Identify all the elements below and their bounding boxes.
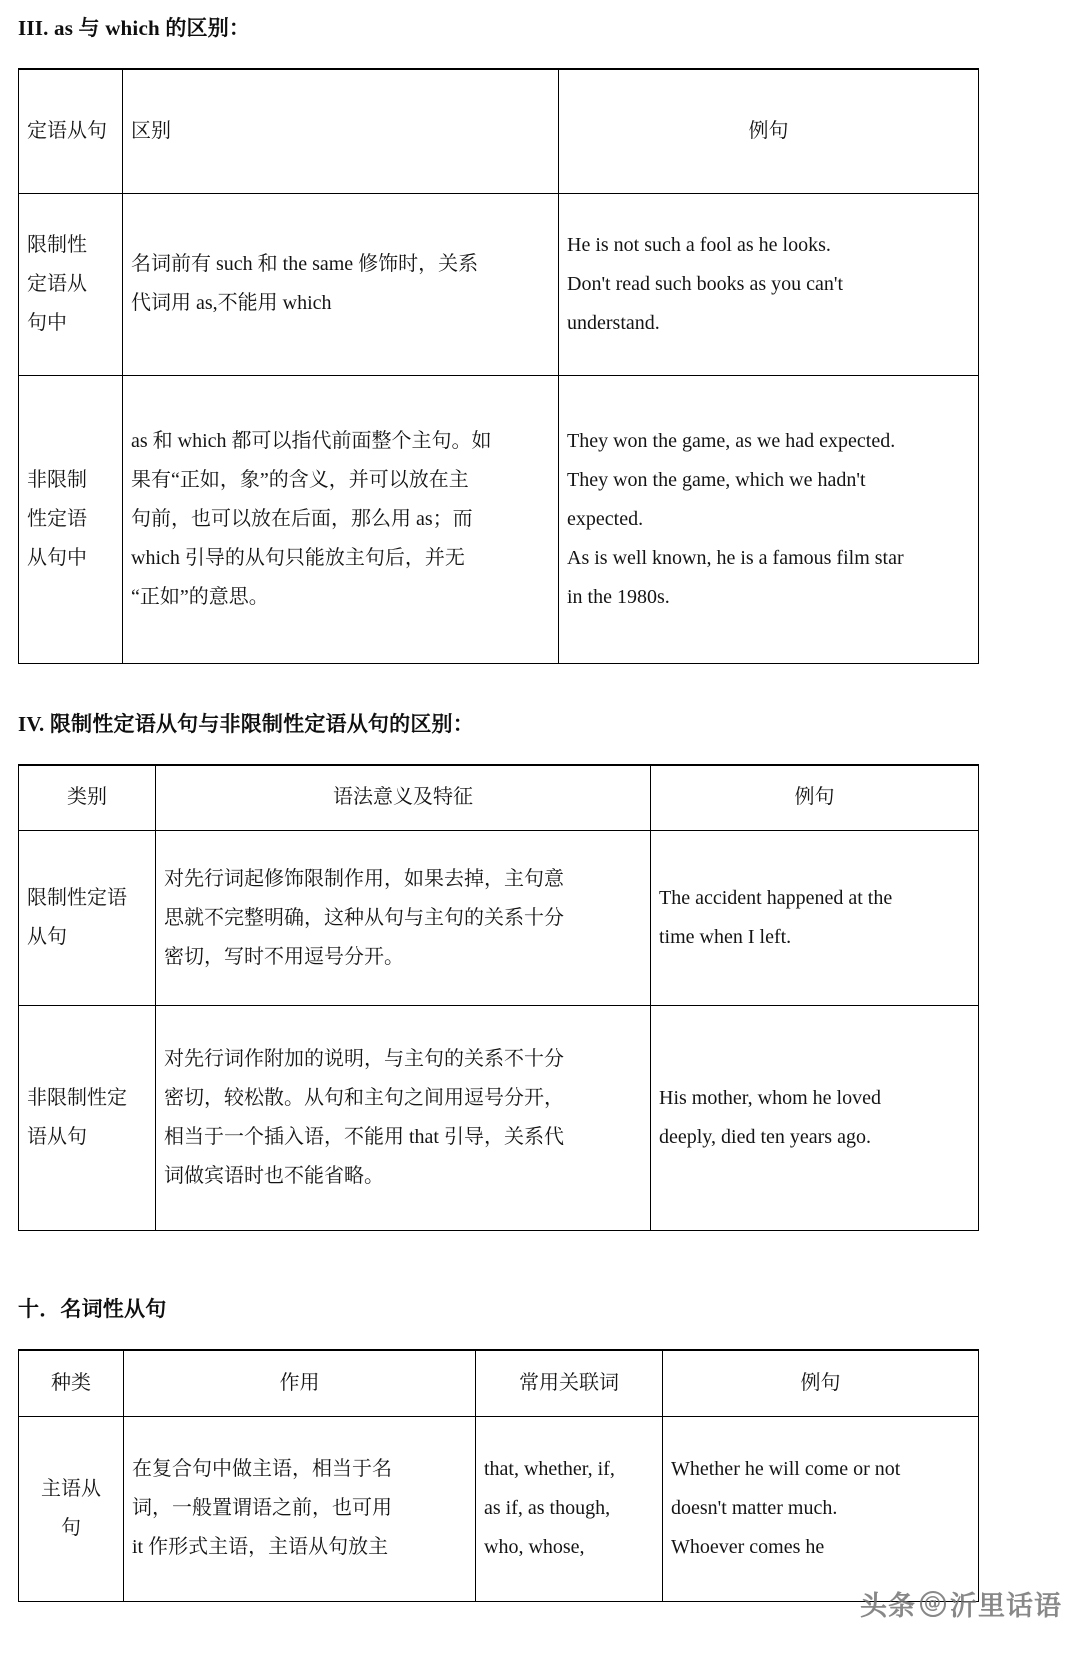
example-line: expected. [567,507,644,530]
row-examples-nonrestrictive-2 [651,1006,979,1231]
column-header-examples: 例句 [651,765,979,831]
category-line: 句中 [27,311,67,334]
function-line: 词，一般置谓语之前，也可用 [132,1497,392,1519]
category-line: 性定语 [27,507,87,530]
table-row [19,831,979,1006]
at-icon: @ [920,1591,946,1617]
section-heading-10: 十．名词性从句 [18,1297,167,1321]
spacer-heading10-table [0,1323,1080,1349]
table-row [19,1350,979,1416]
explanation-line: 句前，也可以放在后面，那么用 as；而 [131,507,473,530]
category-line: 句 [61,1516,81,1539]
connective-line: as if, as though, [484,1497,611,1519]
example-line: deeply, died ten years ago. [659,1126,871,1148]
function-line: it 作形式主语，主语从句放主 [132,1536,389,1558]
category-line: 从句 [27,926,67,948]
category-line: 限制性定语 [27,887,127,909]
example-line: He is not such a fool as he looks. [567,233,831,256]
column-header-examples: 例句 [559,69,979,193]
row-examples-subject-clause [663,1416,979,1601]
category-line: 限制性 [27,233,87,256]
example-line: in the 1980s. [567,585,670,608]
explanation-line: 对先行词起修饰限制作用，如果去掉，主句意 [164,867,564,890]
row-category-restrictive [19,193,123,375]
column-header-category: 定语从句 [19,69,123,193]
category-line: 从句中 [27,546,87,569]
top-spacer [0,0,1080,12]
explanation-line: 密切，写时不用逗号分开。 [164,945,404,968]
explanation-line: 代词用 as,不能用 which [131,292,332,314]
row-type-nonrestrictive [19,1006,156,1231]
spacer-heading4-table [0,738,1080,764]
example-line: doesn't matter much. [671,1497,838,1519]
example-line: understand. [567,311,660,334]
category-line: 主语从 [41,1477,101,1500]
category-line: 语从句 [27,1126,87,1148]
row-grammar-restrictive [156,831,651,1006]
category-line: 非限制性定 [27,1087,127,1109]
example-line: Whoever comes he [671,1536,825,1558]
example-line: As is well known, he is a famous film star [567,546,904,569]
table-restrictive-vs-nonrestrictive [18,764,979,1232]
connective-line: who, whose, [484,1536,585,1558]
example-line: Whether he will come or not [671,1458,901,1480]
table-row [19,375,979,663]
row-function-subject-clause [124,1416,476,1601]
table-row [19,765,979,831]
explanation-line: “正如”的意思。 [131,585,269,608]
row-examples-restrictive [559,193,979,375]
column-header-function: 作用 [124,1350,476,1416]
table-noun-clauses [18,1349,979,1602]
explanation-line: 思就不完整明确，这种从句与主句的关系十分 [164,906,564,929]
example-line: Don't read such books as you can't [567,272,844,295]
explanation-line: as 和 which 都可以指代前面整个主句。如 [131,429,492,452]
row-examples-nonrestrictive [559,375,979,663]
row-grammar-nonrestrictive [156,1006,651,1231]
watermark-account-name: 沂里话语 [950,1591,1062,1622]
column-header-connectives: 常用关联词 [476,1350,663,1416]
function-line: 在复合句中做主语，相当于名 [132,1458,392,1480]
table-row [19,193,979,375]
column-header-kind: 种类 [19,1350,124,1416]
example-line: They won the game, which we hadn't [567,468,866,491]
explanation-line: 名词前有 such 和 the same 修饰时，关系 [131,253,479,275]
table-row [19,69,979,193]
example-line: They won the game, as we had expected. [567,429,896,452]
column-header-difference: 区别 [123,69,559,193]
example-line: The accident happened at the [659,887,893,909]
spacer-heading3-table [0,42,1080,68]
table-row [19,1006,979,1231]
table-as-vs-which [18,68,979,664]
row-category-nonrestrictive [19,375,123,663]
explanation-line: 果有“正如，象”的含义，并可以放在主 [131,468,469,491]
explanation-line: which 引导的从句只能放主句后，并无 [131,546,465,569]
explanation-line: 对先行词作附加的说明，与主句的关系不十分 [164,1048,564,1070]
explanation-line: 相当于一个插入语，不能用 that 引导，关系代 [164,1126,564,1148]
explanation-line: 词做宾语时也不能省略。 [164,1165,384,1187]
row-explanation-nonrestrictive [123,375,559,663]
row-examples-restrictive-2 [651,831,979,1006]
connective-line: that, whether, if, [484,1458,615,1480]
example-line: His mother, whom he loved [659,1087,881,1109]
category-line: 定语从 [27,272,87,295]
column-header-grammar-meaning: 语法意义及特征 [156,765,651,831]
row-type-restrictive [19,831,156,1006]
table-row [19,1416,979,1601]
explanation-line: 密切，较松散。从句和主句之间用逗号分开， [164,1087,564,1109]
row-explanation-restrictive [123,193,559,375]
watermark-platform-label: 头条 [860,1591,916,1622]
column-header-examples: 例句 [663,1350,979,1416]
section-heading-3: III. as 与 which 的区别： [18,16,251,40]
row-connectives-subject-clause [476,1416,663,1601]
column-header-type: 类别 [19,765,156,831]
section-heading-4: IV. 限制性定语从句与非限制性定语从句的区别： [18,711,474,736]
row-kind-subject-clause [19,1416,124,1601]
example-line: time when I left. [659,926,792,948]
category-line: 非限制 [27,468,87,491]
spacer-table2-heading10 [0,1231,1080,1293]
spacer-table1-heading4 [0,664,1080,708]
